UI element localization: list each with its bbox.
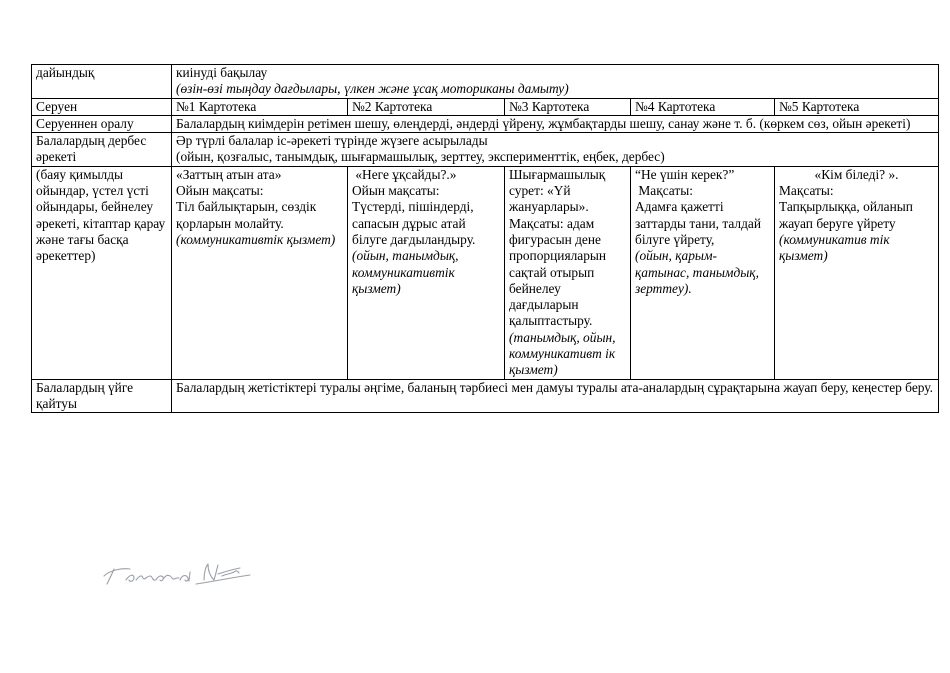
game-col-4 [631, 166, 775, 379]
game-goal-label: Мақсаты: [779, 183, 834, 199]
game-goal: Тапқырлыққа, ойланып жауап беруге үйрету [779, 199, 913, 231]
walk-card-2: №2 Картотека [348, 98, 505, 115]
independent-content [172, 133, 939, 167]
game-goal-label: Мақсаты: [635, 183, 693, 199]
preparation-text: киінуді бақылау [176, 65, 268, 80]
handwritten-signature [100, 556, 260, 592]
game-goal-label: Ойын мақсаты: [176, 183, 264, 199]
walk-card-4: №4 Картотека [631, 98, 775, 115]
row-independent [32, 133, 939, 167]
game-goal: Адамға қажетті заттарды тани, талдай білуге үйрету, [635, 199, 762, 247]
preparation-note: (өзін-өзі тыңдау дағдылары, үлкен және ұсақ моториканы дамыту) [176, 81, 569, 97]
game-goal: Тіл байлықтарын, сөздік қорларын молайту. [176, 199, 317, 231]
game-col-2 [348, 166, 505, 379]
home-text: Балалардың жетістіктері туралы әңгіме, баланың тәрбиесі мен дамуы туралы ата-аналардың сұрақтарына жауап беру, кеңестер беру. [172, 379, 939, 413]
independent-text: Әр түрлі балалар іс-әрекеті түрінде жүзеге асырылады [176, 133, 488, 149]
home-label: Балалардың үйге қайтуы [32, 379, 172, 413]
game-activity: (коммуникативтік қызмет) [176, 231, 336, 247]
row-preparation [32, 65, 939, 99]
preparation-label: дайындық [32, 65, 172, 99]
return-text: Балалардың киімдерін ретімен шешу, өлеңдерді, әндерді үйрену, жұмбақтарды шешу, санау және т. б. (көркем сөз, ойын әрекеті) [172, 115, 939, 132]
game-goal: адам фигурасын дене пропорцияларын сақтай отырып бейнелеу дағдыларын қалыптастыру. [509, 215, 607, 329]
return-label: Серуеннен оралу [32, 115, 172, 132]
walk-card-3: №3 Картотека [505, 98, 631, 115]
independent-label: Балалардың дербес әрекеті [32, 133, 172, 167]
game-title: «Заттың атын ата» [176, 166, 282, 182]
game-title: «Кім біледі? ». [814, 166, 899, 182]
game-activity: (ойын, танымдық, коммуникативтік қызмет) [352, 248, 459, 296]
game-activity: (коммуникатив тік қызмет) [779, 231, 890, 264]
walk-label: Серуен [32, 98, 172, 115]
game-goal-line [509, 216, 626, 330]
independent-note: (ойын, қозғалыс, танымдық, шығармашылық, зерттеу, эксперименттік, еңбек, дербес) [176, 149, 665, 165]
game-goal-label: Ойын мақсаты: [352, 183, 440, 199]
daily-plan-table [31, 64, 939, 413]
game-goal-label: Мақсаты: [509, 215, 564, 231]
preparation-content [172, 65, 939, 99]
row-walk [32, 98, 939, 115]
game-col-5 [775, 166, 939, 379]
row-games [32, 166, 939, 379]
row-return [32, 115, 939, 132]
walk-card-5: №5 Картотека [775, 98, 939, 115]
game-activity: (танымдық, ойын, коммуникативт ік қызмет) [509, 329, 616, 378]
walk-card-1: №1 Картотека [172, 98, 348, 115]
signature-lettering: Тексерілді Н.ниф [102, 590, 110, 591]
game-activity: (ойын, қарым-қатынас, танымдық, зерттеу). [635, 248, 759, 296]
game-col-1 [172, 166, 348, 379]
game-title: Шығармашылық сурет: «Үй жануарлары». [509, 166, 606, 215]
row-home [32, 379, 939, 413]
game-title: “Не үшін керек?” [635, 166, 735, 182]
game-title: «Неге ұқсайды?.» [352, 166, 457, 182]
games-label: (баяу қимылды ойындар, үстел үсті ойындары, бейнелеу әрекеті, кітаптар қарау және тағы басқа әрекеттер) [32, 166, 172, 379]
game-goal: Түстерді, пішіндерді, сапасын дұрыс атай білуге дағдыландыру. [352, 199, 476, 247]
game-col-3 [505, 166, 631, 379]
